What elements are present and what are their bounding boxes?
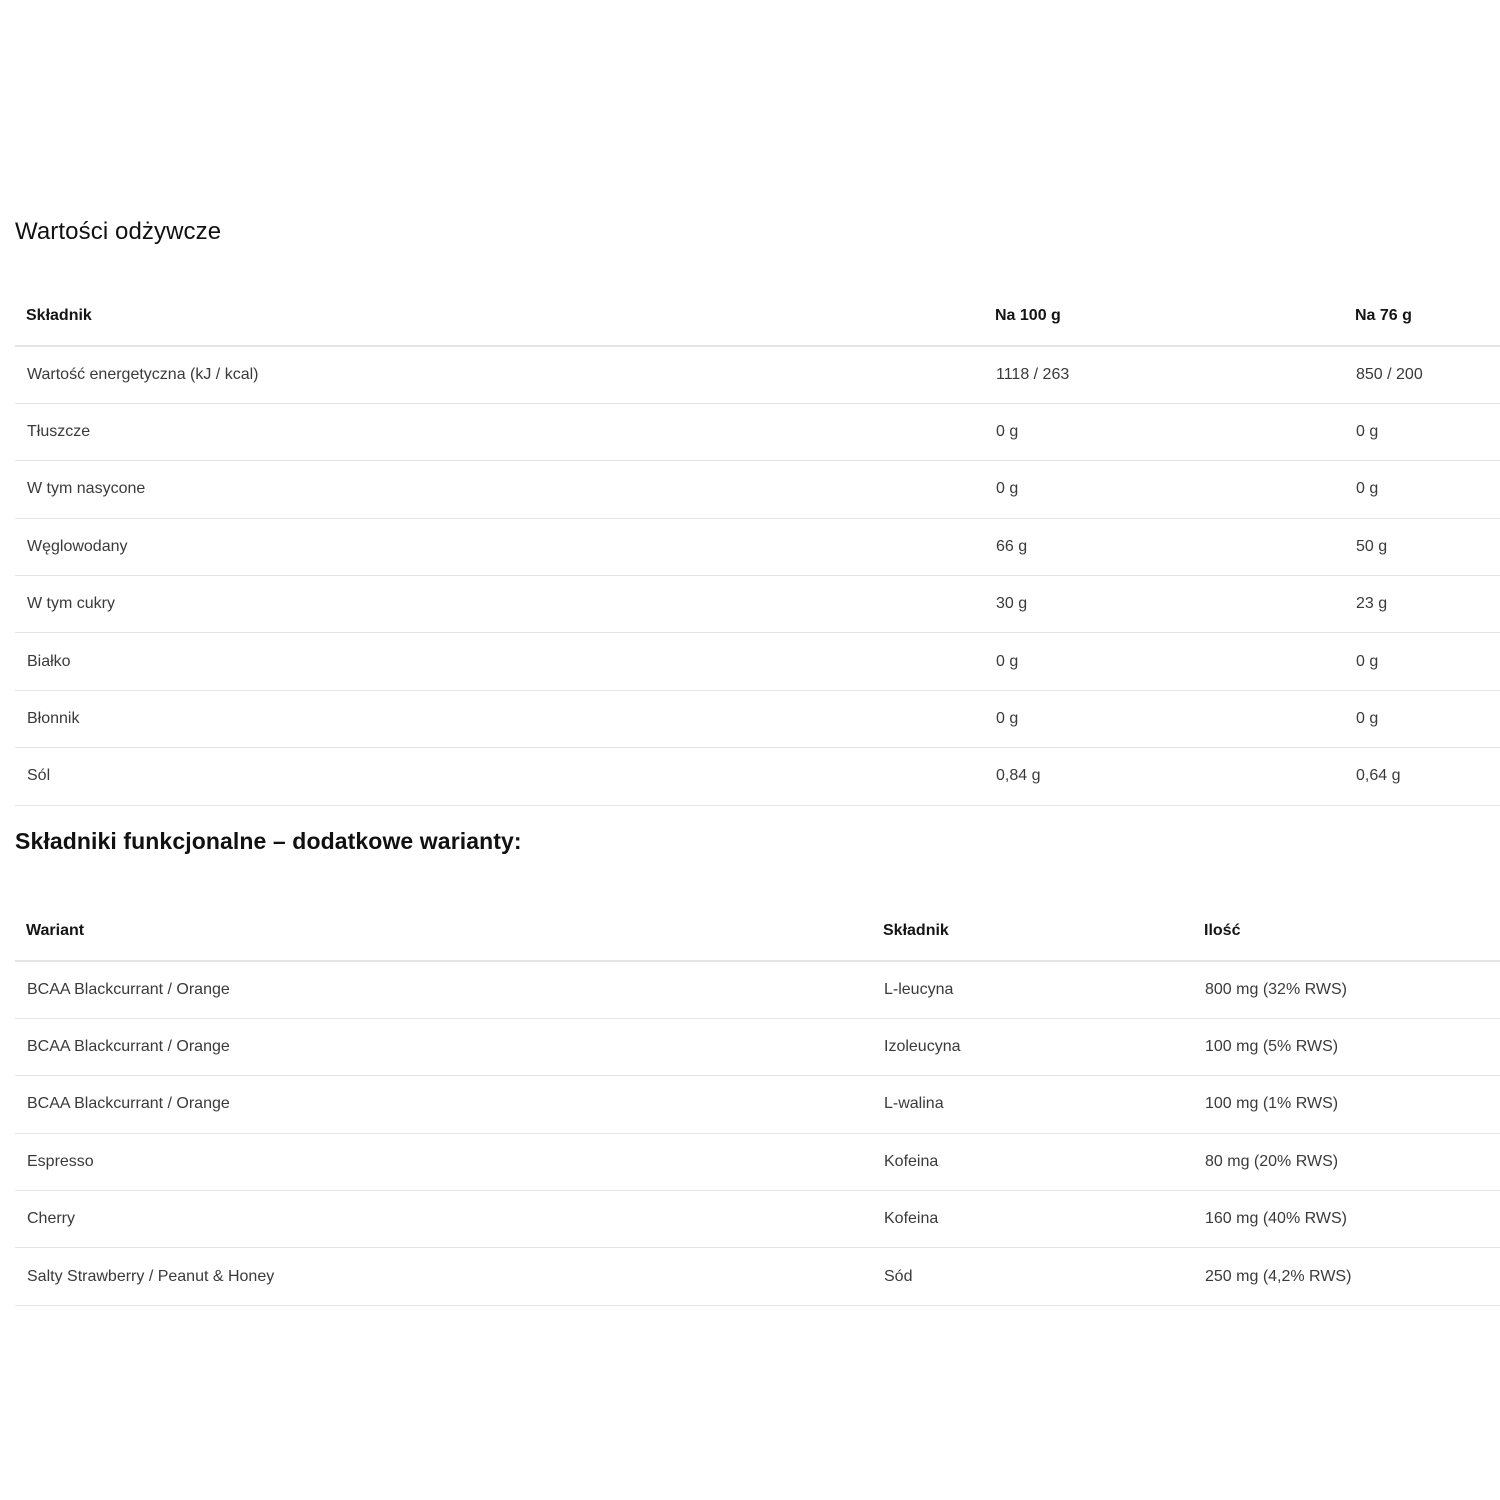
value-per-100g: 0 g — [984, 461, 1344, 518]
functional-table — [15, 901, 1500, 1306]
nutrition-table — [15, 286, 1500, 806]
ingredient-name: Sód — [872, 1248, 1193, 1305]
functional-title: Składniki funkcjonalne – dodatkowe warianty: — [15, 828, 522, 854]
functional-header-row — [15, 901, 1500, 961]
table-row — [15, 576, 1500, 633]
ingredient-name: Kofeina — [872, 1191, 1193, 1248]
table-row — [15, 748, 1500, 805]
table-row — [15, 461, 1500, 518]
variant-name: Espresso — [15, 1133, 872, 1190]
variant-name: Cherry — [15, 1191, 872, 1248]
column-header-per-100g: Na 100 g — [984, 286, 1344, 346]
ingredient-name: Kofeina — [872, 1133, 1193, 1190]
table-row — [15, 690, 1500, 747]
amount-value: 80 mg (20% RWS) — [1193, 1133, 1500, 1190]
value-per-76g: 0 g — [1344, 403, 1500, 460]
nutrient-name: Węglowodany — [15, 518, 984, 575]
value-per-100g: 0 g — [984, 690, 1344, 747]
nutrition-title: Wartości odżywcze — [15, 218, 222, 245]
value-per-100g: 0,84 g — [984, 748, 1344, 805]
variant-name: BCAA Blackcurrant / Orange — [15, 1018, 872, 1075]
nutrient-name: W tym nasycone — [15, 461, 984, 518]
variant-name: BCAA Blackcurrant / Orange — [15, 1076, 872, 1133]
ingredient-name: Izoleucyna — [872, 1018, 1193, 1075]
value-per-76g: 23 g — [1344, 576, 1500, 633]
value-per-76g: 0,64 g — [1344, 748, 1500, 805]
nutrient-name: Sól — [15, 748, 984, 805]
column-header-variant: Wariant — [15, 901, 872, 961]
table-row — [15, 1018, 1500, 1075]
column-header-ingredient: Składnik — [872, 901, 1193, 961]
nutrient-name: Wartość energetyczna (kJ / kcal) — [15, 346, 984, 403]
table-row — [15, 1133, 1500, 1190]
ingredient-name: L-leucyna — [872, 961, 1193, 1018]
table-row — [15, 1076, 1500, 1133]
table-row — [15, 518, 1500, 575]
amount-value: 250 mg (4,2% RWS) — [1193, 1248, 1500, 1305]
nutrition-section — [15, 212, 1500, 806]
nutrient-name: Błonnik — [15, 690, 984, 747]
amount-value: 100 mg (1% RWS) — [1193, 1076, 1500, 1133]
functional-section — [15, 821, 1500, 1306]
table-row — [15, 633, 1500, 690]
column-header-amount: Ilość — [1193, 901, 1500, 961]
amount-value: 100 mg (5% RWS) — [1193, 1018, 1500, 1075]
amount-value: 160 mg (40% RWS) — [1193, 1191, 1500, 1248]
value-per-100g: 0 g — [984, 633, 1344, 690]
variant-name: BCAA Blackcurrant / Orange — [15, 961, 872, 1018]
nutrition-header-row — [15, 286, 1500, 346]
table-row — [15, 403, 1500, 460]
nutrient-name: Białko — [15, 633, 984, 690]
value-per-76g: 0 g — [1344, 461, 1500, 518]
value-per-76g: 0 g — [1344, 633, 1500, 690]
column-header-ingredient: Składnik — [15, 286, 984, 346]
value-per-76g: 0 g — [1344, 690, 1500, 747]
value-per-76g: 850 / 200 — [1344, 346, 1500, 403]
ingredient-name: L-walina — [872, 1076, 1193, 1133]
amount-value: 800 mg (32% RWS) — [1193, 961, 1500, 1018]
value-per-76g: 50 g — [1344, 518, 1500, 575]
table-row — [15, 346, 1500, 403]
variant-name: Salty Strawberry / Peanut & Honey — [15, 1248, 872, 1305]
value-per-100g: 0 g — [984, 403, 1344, 460]
table-row — [15, 961, 1500, 1018]
table-row — [15, 1191, 1500, 1248]
value-per-100g: 30 g — [984, 576, 1344, 633]
table-row — [15, 1248, 1500, 1305]
column-header-per-76g: Na 76 g — [1344, 286, 1500, 346]
value-per-100g: 66 g — [984, 518, 1344, 575]
value-per-100g: 1118 / 263 — [984, 346, 1344, 403]
nutrient-name: W tym cukry — [15, 576, 984, 633]
nutrient-name: Tłuszcze — [15, 403, 984, 460]
